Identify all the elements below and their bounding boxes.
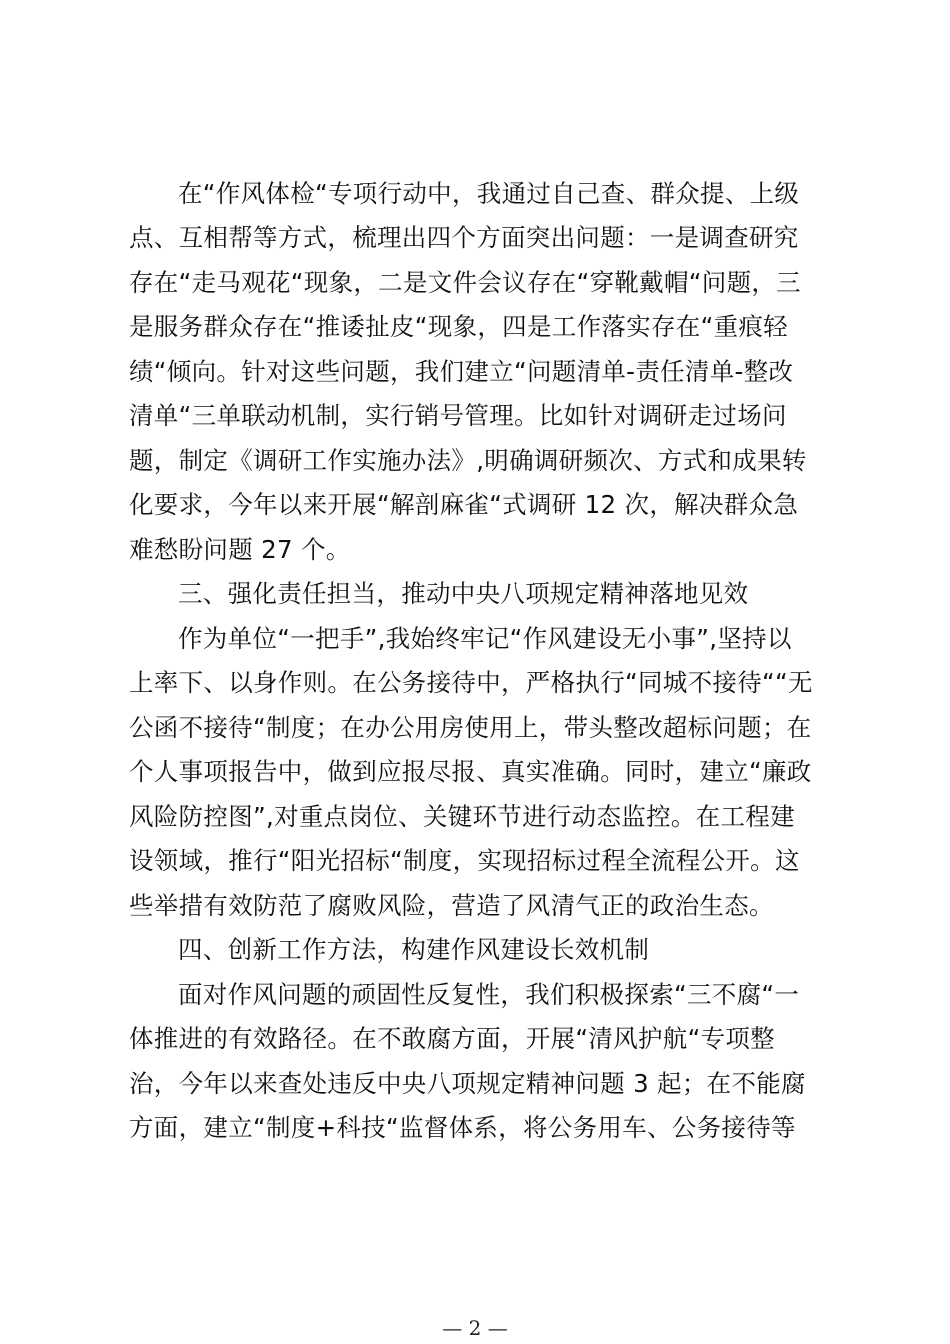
body-text-line: 难愁盼问题 27 个。 <box>129 535 351 564</box>
body-text-line: 存在“走马观花“现象，二是文件会议存在“穿靴戴帽“问题，三 <box>129 268 801 297</box>
body-text-line: 作为单位“一把手”,我始终牢记“作风建设无小事”,坚持以 <box>178 624 792 653</box>
body-text-line: 化要求，今年以来开展“解剖麻雀“式调研 12 次，解决群众急 <box>129 490 799 519</box>
body-text-line: 方面，建立“制度+科技“监督体系，将公务用车、公务接待等 <box>129 1113 796 1142</box>
body-text-line: 清单“三单联动机制，实行销号管理。比如针对调研走过场问 <box>129 401 787 430</box>
body-text-line: 个人事项报告中，做到应报尽报、真实准确。同时，建立“廉政 <box>129 757 812 786</box>
body-text-line: 点、互相帮等方式，梳理出四个方面突出问题：一是调查研究 <box>129 223 799 252</box>
body-text-line: 公函不接待“制度；在办公用房使用上，带头整改超标问题；在 <box>129 713 812 742</box>
body-text-line: 在“作风体检“专项行动中，我通过自己查、群众提、上级 <box>178 179 800 208</box>
body-text-line: 绩“倾向。针对这些问题，我们建立“问题清单-责任清单-整改 <box>129 357 794 386</box>
body-text-line: 是服务群众存在“推诿扯皮“现象，四是工作落实存在“重痕轻 <box>129 312 788 341</box>
section-heading: 四、创新工作方法，构建作风建设长效机制 <box>178 935 650 964</box>
body-text-line: 上率下、以身作则。在公务接待中，严格执行“同城不接待““无 <box>129 668 813 697</box>
body-text-line: 设领域，推行“阳光招标“制度，实现招标过程全流程公开。这 <box>129 846 800 875</box>
body-text-line: 体推进的有效路径。在不敢腐方面，开展“清风护航“专项整 <box>129 1024 775 1053</box>
body-text-line: 面对作风问题的顽固性反复性，我们积极探索“三不腐“一 <box>178 980 800 1009</box>
body-text-line: 治，今年以来查处违反中央八项规定精神问题 3 起；在不能腐 <box>129 1069 806 1098</box>
page-number: — 2 — <box>442 1316 508 1340</box>
section-heading: 三、强化责任担当，推动中央八项规定精神落地见效 <box>178 579 749 608</box>
body-text-line: 题，制定《调研工作实施办法》,明确调研频次、方式和成果转 <box>129 446 807 475</box>
body-text-line: 风险防控图”,对重点岗位、关键环节进行动态监控。在工程建 <box>129 802 795 831</box>
body-text-line: 些举措有效防范了腐败风险，营造了风清气正的政治生态。 <box>129 891 774 920</box>
